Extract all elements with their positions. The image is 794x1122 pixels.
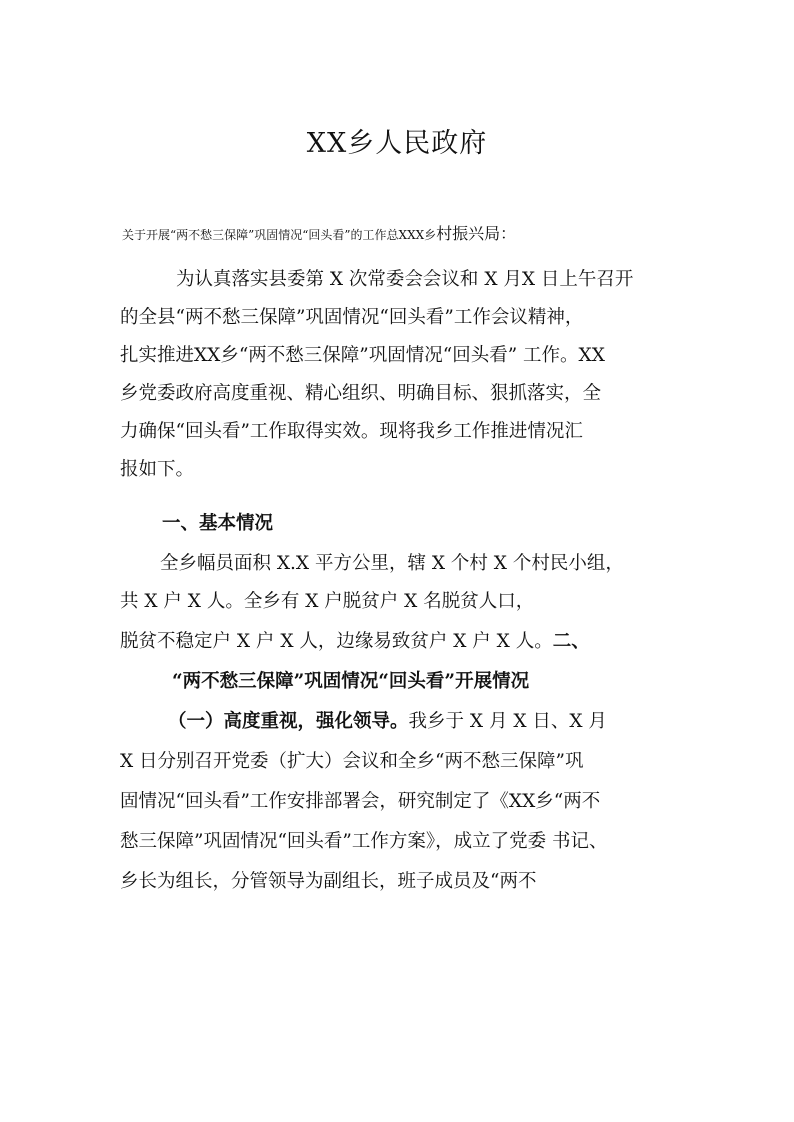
intro-line: 报如下。 (120, 459, 195, 480)
intro-line: 力确保“回头看”工作取得实效。现将我乡工作推进情况汇 (120, 421, 583, 442)
subtitle-small-text: 关于开展“两不愁三保障”巩固情况“回头看”的工作总XXX乡 (122, 228, 437, 242)
subsection-1-line: 固情况“回头看”工作安排部署会，研究制定了《XX乡“两不 (120, 791, 601, 812)
section-1-heading: 一、基本情况 (162, 513, 274, 534)
subsection-1-first-text: 我乡于 X 月 X 日、X 月 (408, 711, 607, 732)
section-1-line-text: 脱贫不稳定户 X 户 X 人，边缘易致贫户 X 户 X 人。 (120, 631, 553, 652)
document-subtitle (122, 222, 682, 247)
section-2-heading: “两不愁三保障”巩固情况“回头看”开展情况 (172, 671, 530, 692)
subsection-1-heading: （一）高度重视，强化领导。 (168, 711, 409, 732)
subsection-1-line: 乡长为组长，分管领导为副组长，班子成员及“两不 (120, 871, 537, 892)
intro-line: 为认真落实县委第 X 次常委会会议和 X 月X 日上午召开 (176, 269, 634, 290)
subsection-1-first-line (168, 704, 607, 740)
subtitle-large-text: 村振兴局： (436, 224, 517, 243)
section-1-line: 全乡幅员面积 X.X 平方公里，辖 X 个村 X 个村民小组， (160, 553, 624, 574)
section-1-line: 共 X 户 X 人。全乡有 X 户脱贫户 X 名脱贫人口， (120, 591, 535, 612)
subsection-1-line: X 日分别召开党委（扩大）会议和全乡“两不愁三保障”巩 (120, 751, 584, 772)
intro-line: 扎实推进XX乡“两不愁三保障”巩固情况“回头看” 工作。XX (120, 345, 605, 366)
intro-line: 乡党委政府高度重视、精心组织、明确目标、狠抓落实，全 (120, 383, 602, 404)
section-1-line-last (120, 624, 590, 660)
intro-line: 的全县“两不愁三保障”巩固情况“回头看”工作会议精神， (120, 307, 584, 328)
subsection-1-line: 愁三保障”巩固情况“回头看”工作方案》，成立了党委 书记、 (120, 831, 608, 852)
section-2-prefix: 二、 (552, 631, 590, 652)
document-title: XX乡人民政府 (306, 128, 488, 159)
